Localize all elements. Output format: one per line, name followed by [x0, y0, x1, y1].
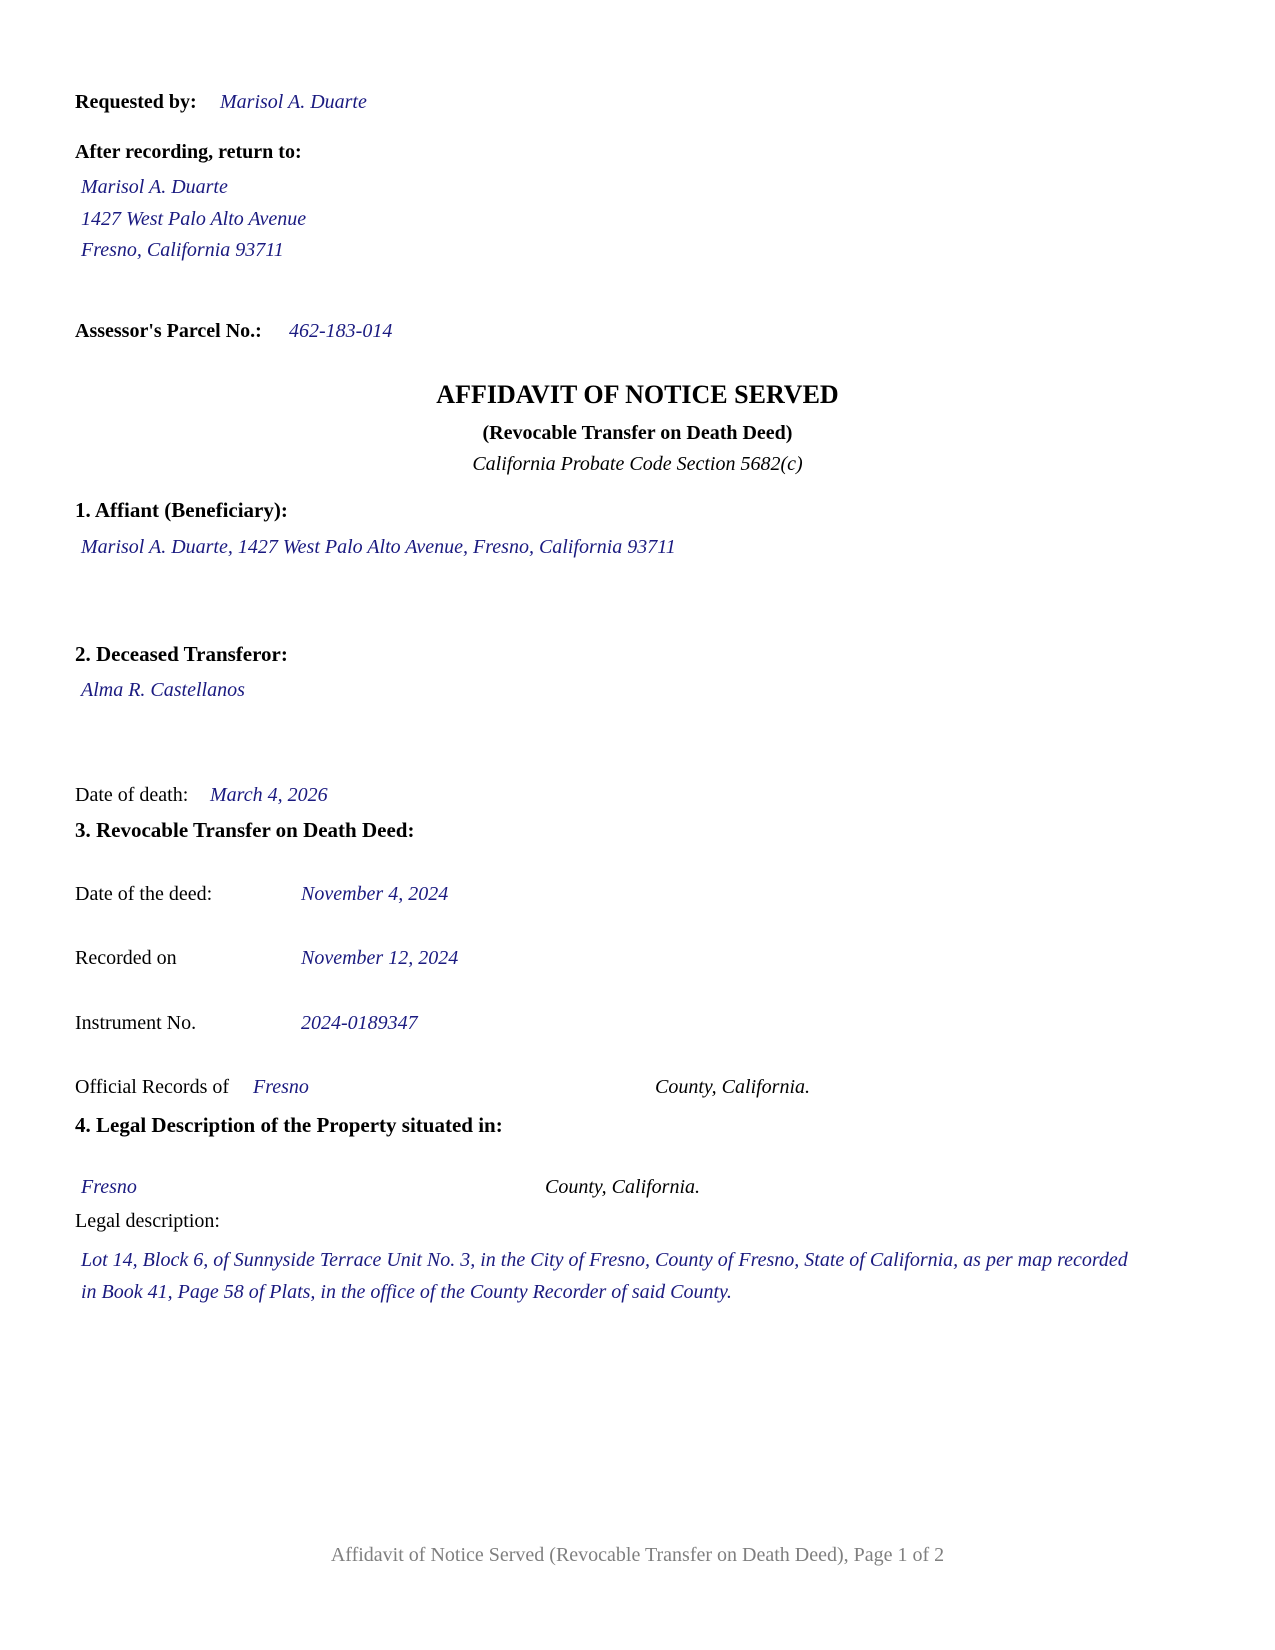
code-reference: California Probate Code Section 5682(c)	[472, 453, 803, 475]
property-county: Fresno	[81, 1176, 137, 1198]
transferor-value: Alma R. Castellanos	[81, 679, 245, 701]
legal-description-label: Legal description:	[75, 1210, 220, 1232]
apn-value: 462-183-014	[289, 320, 393, 342]
legal-description-line2: in Book 41, Page 58 of Plats, in the office of the County Recorder of said County.	[81, 1281, 732, 1303]
return-street: 1427 West Palo Alto Avenue	[81, 208, 307, 230]
page-footer: Affidavit of Notice Served (Revocable Transfer on Death Deed), Page 1 of 2	[330, 1544, 945, 1566]
property-county-suffix: County, California.	[545, 1176, 701, 1198]
official-records-county: Fresno	[253, 1076, 309, 1098]
apn-label: Assessor's Parcel No.:	[75, 320, 262, 342]
deed-date-value: November 4, 2024	[301, 883, 449, 905]
official-records-suffix: County, California.	[655, 1076, 811, 1098]
instrument-no-label: Instrument No.	[75, 1012, 197, 1034]
legal-description-line1: Lot 14, Block 6, of Sunnyside Terrace Unit No. 3, in the City of Fresno, County of Fresno, State of California, as per map recorded	[81, 1249, 1128, 1271]
instrument-no-value: 2024-0189347	[301, 1012, 418, 1034]
document-title: AFFIDAVIT OF NOTICE SERVED	[436, 380, 839, 409]
affiant-value: Marisol A. Duarte, 1427 West Palo Alto Avenue, Fresno, California 93711	[81, 536, 676, 558]
date-of-death-value: March 4, 2026	[210, 784, 328, 806]
requested-by-label: Requested by:	[75, 91, 197, 113]
section3-heading: 3. Revocable Transfer on Death Deed:	[75, 818, 415, 842]
return-name: Marisol A. Duarte	[81, 176, 228, 198]
recorded-on-label: Recorded on	[75, 947, 177, 969]
section1-heading: 1. Affiant (Beneficiary):	[75, 498, 288, 522]
official-records-label: Official Records of	[75, 1076, 230, 1098]
return-city: Fresno, California 93711	[81, 239, 284, 261]
section4-heading: 4. Legal Description of the Property situated in:	[75, 1113, 503, 1137]
deed-date-label: Date of the deed:	[75, 883, 213, 905]
date-of-death-label: Date of death:	[75, 784, 189, 806]
recorded-on-value: November 12, 2024	[301, 947, 459, 969]
requested-by-value: Marisol A. Duarte	[220, 91, 367, 113]
section2-heading: 2. Deceased Transferor:	[75, 642, 288, 666]
document-subtitle: (Revocable Transfer on Death Deed)	[482, 422, 793, 444]
return-to-label: After recording, return to:	[75, 141, 302, 163]
